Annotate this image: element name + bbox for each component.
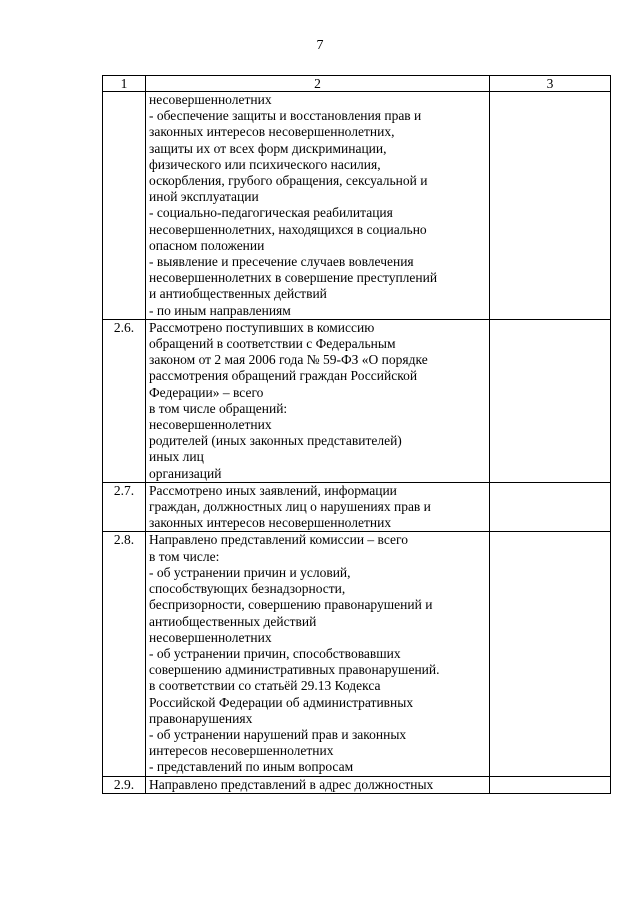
description-line: Направлено представлений в адрес должностных bbox=[149, 776, 434, 792]
description-line: - обеспечение защиты и восстановления прав и bbox=[149, 108, 422, 124]
table-row bbox=[103, 532, 611, 776]
table-row bbox=[103, 482, 611, 532]
description-line: защиты их от всех форм дискриминации, bbox=[149, 140, 387, 156]
row-number: 2.7. bbox=[103, 482, 146, 532]
description-line: совершению административных правонарушений. bbox=[149, 662, 440, 678]
description-line: несовершеннолетних bbox=[149, 92, 272, 107]
description-line: законных интересов несовершеннолетних bbox=[149, 515, 392, 531]
description-line: граждан, должностных лиц о нарушениях прав и bbox=[149, 499, 431, 515]
row-number: 2.9. bbox=[103, 776, 146, 793]
description-line: в том числе обращений: bbox=[149, 400, 288, 416]
row-description bbox=[146, 92, 490, 320]
description-line: в том числе: bbox=[149, 548, 220, 564]
report-table bbox=[102, 75, 611, 794]
row-value-cell bbox=[490, 92, 611, 320]
description-line: беспризорности, совершению правонарушений и bbox=[149, 597, 433, 613]
description-line: - об устранении нарушений прав и законных bbox=[149, 726, 407, 742]
description-line: Направлено представлений комиссии – всего bbox=[149, 532, 408, 548]
column-header-3: 3 bbox=[490, 76, 611, 92]
description-line: несовершеннолетних, находящихся в социально bbox=[149, 221, 427, 237]
column-header-1: 1 bbox=[103, 76, 146, 92]
row-number bbox=[103, 92, 146, 320]
description-line: антиобщественных действий bbox=[149, 613, 317, 629]
description-line: рассмотрения обращений граждан Российской bbox=[149, 368, 418, 384]
column-header-2: 2 bbox=[146, 76, 490, 92]
row-value-cell bbox=[490, 319, 611, 482]
table-body bbox=[103, 92, 611, 794]
description-line: Рассмотрено поступивших в комиссию bbox=[149, 319, 375, 335]
table-row bbox=[103, 776, 611, 793]
description-line: - социально-педагогическая реабилитация bbox=[149, 205, 393, 221]
description-line: Федерации» – всего bbox=[149, 384, 264, 400]
row-value-cell bbox=[490, 482, 611, 532]
description-line: и антиобщественных действий bbox=[149, 286, 327, 302]
description-line: правонарушениях bbox=[149, 710, 253, 726]
description-line: родителей (иных законных представителей) bbox=[149, 433, 402, 449]
description-line: - об устранении причин, способствовавших bbox=[149, 645, 401, 661]
row-description bbox=[146, 776, 490, 793]
page-number: 7 bbox=[316, 38, 324, 53]
description-line: способствующих безнадзорности, bbox=[149, 581, 346, 597]
description-line: несовершеннолетних bbox=[149, 417, 272, 433]
description-line: несовершеннолетних в совершение преступлений bbox=[149, 270, 438, 286]
description-line: интересов несовершеннолетних bbox=[149, 743, 334, 759]
description-line: - об устранении причин и условий, bbox=[149, 564, 351, 580]
description-line: обращений в соответствии с Федеральным bbox=[149, 336, 396, 352]
row-description bbox=[146, 532, 490, 776]
description-line: оскорбления, грубого обращения, сексуальной и bbox=[149, 173, 428, 189]
row-description bbox=[146, 482, 490, 532]
row-number: 2.6. bbox=[103, 319, 146, 482]
row-value-cell bbox=[490, 532, 611, 776]
table-header-row bbox=[103, 76, 611, 92]
description-line: Российской Федерации об административных bbox=[149, 694, 414, 710]
description-line: - выявление и пресечение случаев вовлечения bbox=[149, 254, 414, 270]
description-line: законом от 2 мая 2006 года № 59-ФЗ «О порядке bbox=[149, 352, 428, 368]
description-line: в соответствии со статьёй 29.13 Кодекса bbox=[149, 678, 381, 694]
description-line: иной эксплуатации bbox=[149, 189, 259, 205]
description-line: законных интересов несовершеннолетних, bbox=[149, 124, 395, 140]
description-line: иных лиц bbox=[149, 449, 204, 465]
row-value-cell bbox=[490, 776, 611, 793]
description-line: организаций bbox=[149, 465, 222, 481]
table-row bbox=[103, 92, 611, 320]
table-row bbox=[103, 319, 611, 482]
row-number: 2.8. bbox=[103, 532, 146, 776]
description-line: несовершеннолетних bbox=[149, 629, 272, 645]
row-description bbox=[146, 319, 490, 482]
description-line: - по иным направлениям bbox=[149, 302, 291, 318]
description-line: Рассмотрено иных заявлений, информации bbox=[149, 482, 397, 498]
description-line: опасном положении bbox=[149, 237, 265, 253]
description-line: - представлений по иным вопросам bbox=[149, 759, 354, 775]
description-line: физического или психического насилия, bbox=[149, 156, 381, 172]
